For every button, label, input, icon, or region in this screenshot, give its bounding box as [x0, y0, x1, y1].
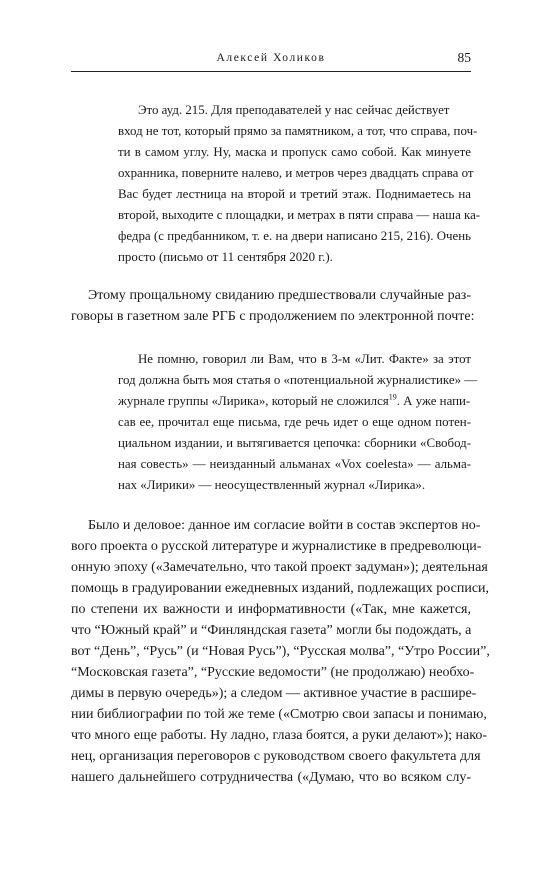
text-line: год должна быть моя статья о «потенциальной журналистике» — — [118, 373, 478, 387]
text-line: вот “День”, “Русь” (и “Новая Русь”), “Русская молва”, “Утро России”, — [71, 644, 490, 659]
text-line: сав ее, прочитал еще письма, где речь идет о еще одном потен- — [118, 415, 471, 429]
text-line: вход не тот, который прямо за памятником, а тот, что справа, поч- — [118, 124, 478, 138]
text-line: нец, организация переговоров с руководством своего факультета для — [71, 749, 481, 764]
text-line: по степени их важности и информативности («Так, мне кажется, — [71, 602, 471, 617]
text-line: ная совесть» — неизданный альманах «Vox coelesta» — альма- — [118, 457, 471, 471]
text-line: федра (с предбанником, т. е. на двери написано 215, 216). Очень — [118, 229, 471, 243]
text-line: нии библиографии по той же теме («Смотрю свои запасы и понимаю, — [71, 707, 487, 722]
text-line: нашего дальнейшего сотрудничества («Думаю, что во всяком слу- — [71, 770, 471, 785]
text-line: Было и деловое: данное им согласие войти в состав экспертов но- — [88, 518, 481, 533]
text-line: помощь в градуировании ежедневных изданий, подлежащих росписи, — [71, 581, 490, 596]
footnote-ref[interactable]: 19 — [388, 392, 397, 402]
running-header-author: Алексей Холиков — [216, 52, 326, 64]
text-line: охранника, поверните налево, и метров через двадцать справа от — [118, 166, 474, 180]
header-rule — [71, 71, 471, 72]
text-line: говоры в газетном зале РГБ с продолжением по электронной почте: — [71, 309, 475, 324]
text-segment: журнале группы «Лирика», который не сложился$^{19}$. А уже напи- — [118, 392, 471, 408]
text-line: димы в первую очередь»); а следом — активное участие в расшире- — [71, 686, 477, 701]
text-line: ти в самом углу. Ну, маска и пропуск само собой. Как минуете — [118, 145, 471, 159]
text-line: онную эпоху («Замечательно, что такой проект задуман»); деятельная — [71, 560, 488, 575]
text-line: второй, выходите с площадки, и метрах в пяти справа — наша ка- — [118, 208, 481, 222]
text-line: Этому прощальному свиданию предшествовали случайные раз- — [88, 288, 471, 303]
text-line: что “Южный край” и “Финляндская газета” могли бы подождать, а — [71, 623, 472, 638]
text-line: Вас будет лестница на второй и третий этаж. Поднимаетесь на — [118, 187, 471, 201]
text-line: “Московская газета”, “Русские ведомости” (не продолжаю) необхо- — [71, 665, 475, 680]
text-line: Не помню, говорил ли Вам, что в 3-м «Лит. Факте» за этот — [138, 352, 471, 366]
text-line: что много еще работы. Ну ладно, глаза боятся, а руки делают»); нако- — [71, 728, 488, 743]
text-line: вого проекта о русской литературе и журналистике в предреволюци- — [71, 539, 482, 554]
text-line: циальном издании, и вытягивается цепочка: сборники «Свобод- — [118, 436, 471, 450]
page-number: 85 — [457, 50, 471, 65]
text-line: просто (письмо от 11 сентября 2020 г.). — [118, 250, 333, 264]
text-line — [118, 391, 471, 411]
running-header — [71, 50, 471, 68]
text-line: нах «Лирики» — неосуществленный журнал «Лирика». — [118, 478, 426, 492]
text-line: Это ауд. 215. Для преподавателей у нас сейчас действует — [138, 103, 450, 117]
